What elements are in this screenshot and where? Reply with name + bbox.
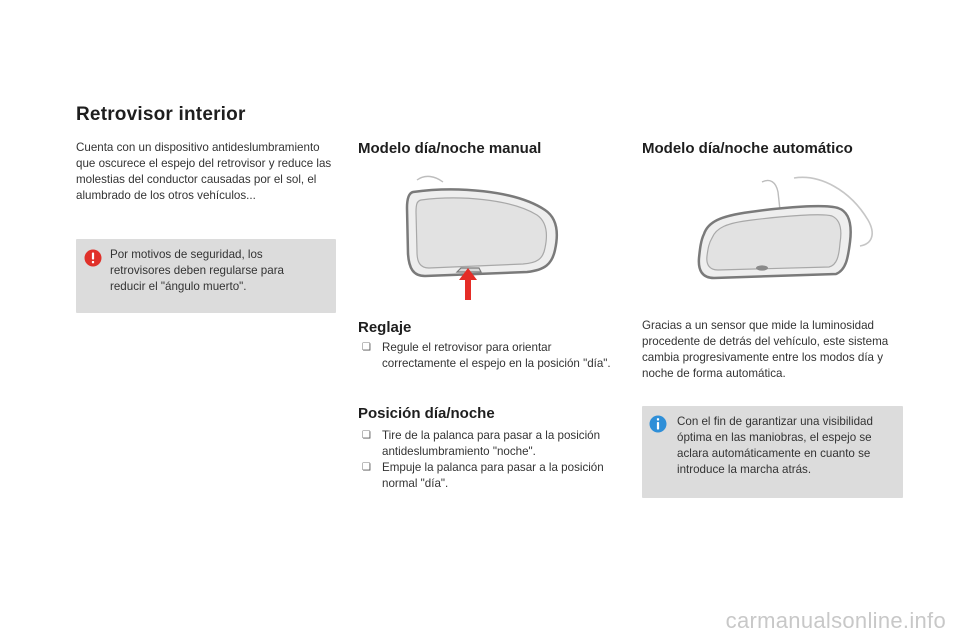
list-item — [358, 340, 620, 372]
posicion-heading: Posición día/noche — [358, 405, 495, 422]
list-item — [358, 460, 620, 492]
warning-icon — [84, 249, 102, 267]
reglaje-list — [358, 340, 620, 372]
reglaje-heading: Reglaje — [358, 319, 412, 336]
info-note — [642, 406, 903, 498]
warning-note — [76, 239, 336, 313]
posicion-bullet-text: Tire de la palanca para pasar a la posición antideslumbramiento "noche". — [382, 429, 601, 458]
list-item — [358, 428, 620, 460]
posicion-list — [358, 428, 620, 492]
intro-paragraph: Cuenta con un dispositivo antideslumbramiento que oscurece el espejo del retrovisor y reduce las molestias del conductor causadas por el sol, el alumbrado de los otros vehículos... — [76, 141, 332, 202]
info-note-text: Con el fin de garantizar una visibilidad óptima en las maniobras, el espejo se aclara automáticamente en cuanto se introduce la marcha atrás. — [677, 415, 873, 476]
automatic-mirror-illustration — [690, 170, 885, 285]
warning-note-text: Por motivos de seguridad, los retrovisores deben regularse para reducir el "ángulo muerto". — [110, 248, 285, 293]
info-icon — [649, 415, 667, 433]
checkbox-bullet-icon: ❏ — [362, 342, 371, 353]
automatic-model-heading: Modelo día/noche automático — [642, 140, 853, 157]
manual-model-heading: Modelo día/noche manual — [358, 140, 542, 157]
manual-mirror-illustration — [395, 172, 570, 302]
page-title: Retrovisor interior — [76, 104, 246, 125]
checkbox-bullet-icon: ❏ — [362, 462, 371, 473]
posicion-bullet-text: Empuje la palanca para pasar a la posición normal "día". — [382, 461, 604, 490]
automatic-body: Gracias a un sensor que mide la luminosidad procedente de detrás del vehículo, este sistema cambia progresivamente entre los modos día y noche de forma automática. — [642, 319, 889, 380]
reglaje-bullet-text: Regule el retrovisor para orientar correctamente el espejo en la posición "día". — [382, 341, 611, 370]
checkbox-bullet-icon: ❏ — [362, 430, 371, 441]
watermark: carmanualsonline.info — [725, 608, 946, 633]
